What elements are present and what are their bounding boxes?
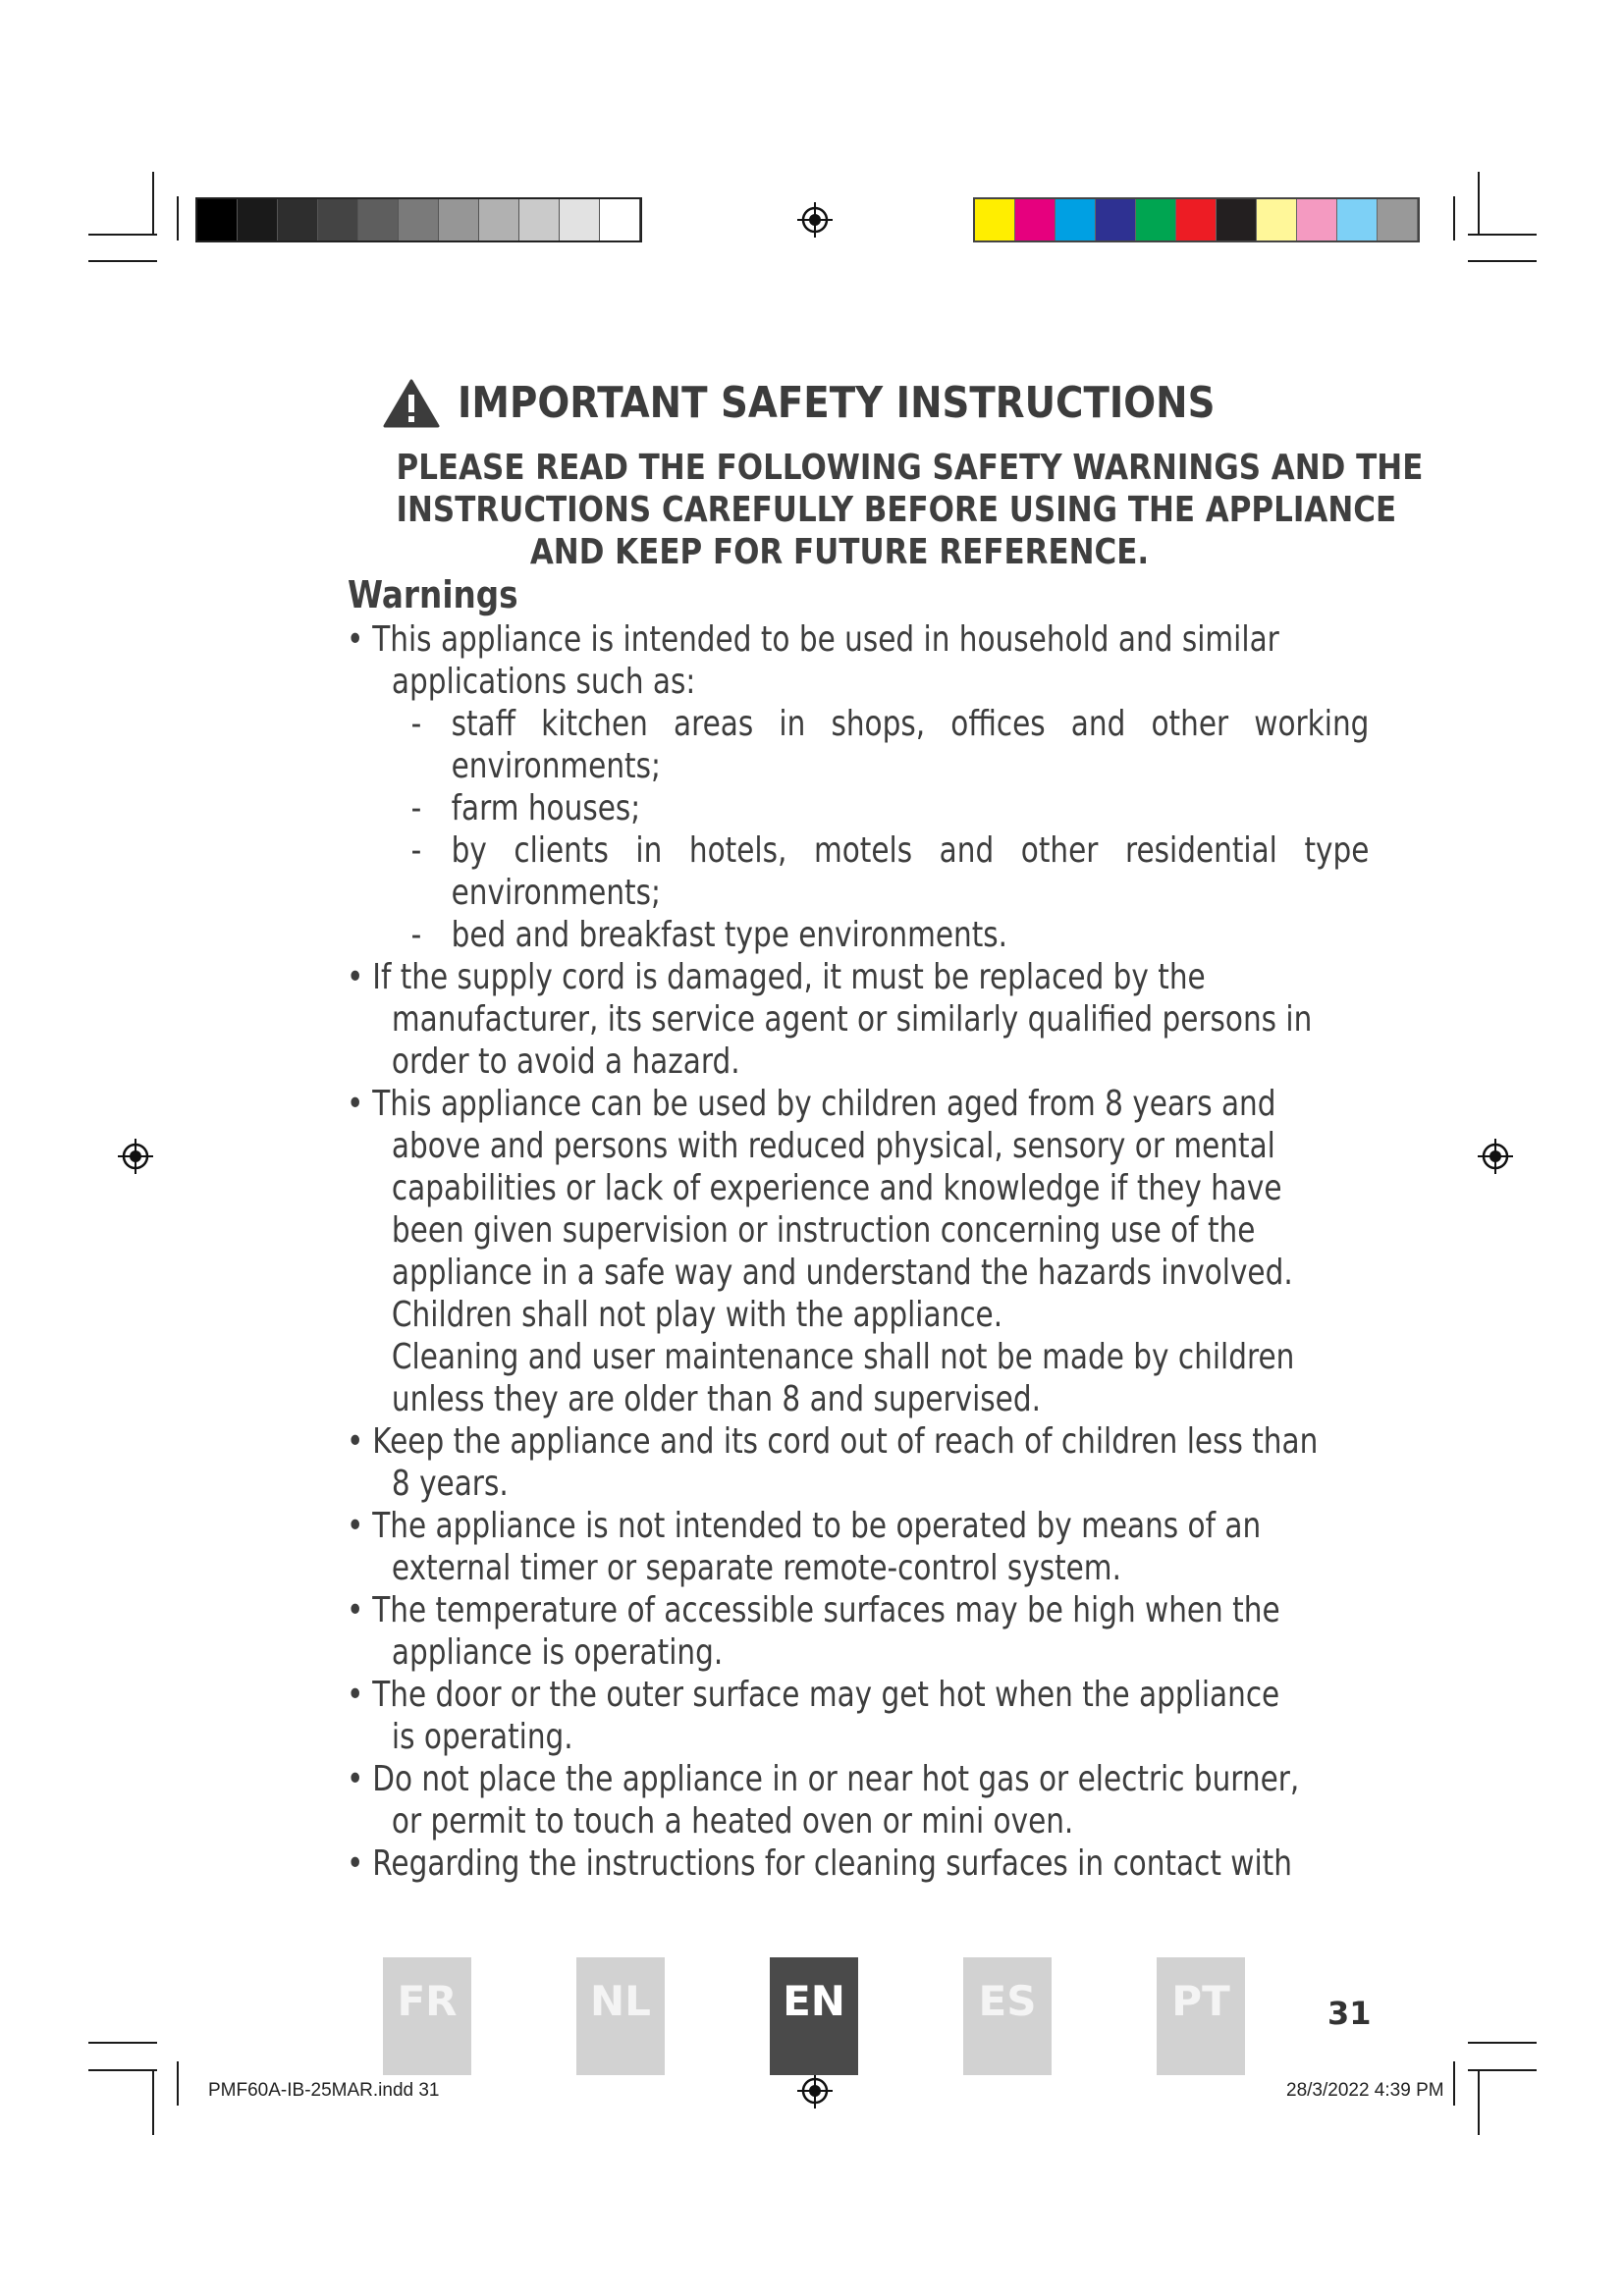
safety-subheading [324, 447, 1424, 573]
sub-list-item: - bed and breakfast type environments. [347, 914, 1184, 956]
registration-mark-icon [797, 2073, 833, 2109]
crop-mark [152, 172, 154, 236]
list-item-continuation: above and persons with reduced physical, sensory or mental [391, 1126, 1275, 1166]
language-tabs [383, 1957, 1350, 2075]
crop-mark [1478, 2071, 1480, 2135]
color-swatch [1257, 199, 1297, 240]
grayscale-swatch [278, 199, 318, 240]
warnings-list [347, 618, 1368, 1885]
crop-mark [1468, 260, 1537, 262]
grayscale-swatch [600, 199, 640, 240]
page-title [383, 378, 1319, 428]
footer-timestamp: 28/3/2022 4:39 PM [1286, 2080, 1444, 2101]
color-swatch [1297, 199, 1337, 240]
registration-mark-icon [797, 202, 833, 238]
list-item-continuation: 8 years. [391, 1464, 509, 1504]
color-swatch [975, 199, 1015, 240]
list-item: • Do not place the appliance in or near hot gas or electric burner, [347, 1758, 1184, 1800]
sub-list-item: - by clients in hotels, motels and other residential type [347, 829, 1369, 872]
subheading-line: INSTRUCTIONS CAREFULLY BEFORE USING THE APPLIANCE [396, 490, 1397, 530]
registration-mark-icon [118, 1139, 153, 1174]
color-swatch [1056, 199, 1096, 240]
list-item-continuation: Cleaning and user maintenance shall not be made by children [391, 1337, 1295, 1377]
list-item-continuation: applications such as: [391, 662, 696, 702]
crop-mark [177, 2061, 179, 2106]
grayscale-swatch [560, 199, 600, 240]
list-item: • The appliance is not intended to be operated by means of an [347, 1505, 1184, 1547]
grayscale-calibration-bar [195, 197, 642, 242]
page-number: 31 [1327, 1995, 1372, 2032]
color-calibration-bar [973, 197, 1420, 242]
list-item-continuation: is operating. [391, 1717, 573, 1757]
list-item: • The temperature of accessible surfaces may be high when the [347, 1589, 1184, 1631]
grayscale-swatch [358, 199, 399, 240]
list-item: • This appliance can be used by children aged from 8 years and [347, 1083, 1184, 1125]
list-item-continuation: external timer or separate remote-control system. [391, 1548, 1121, 1588]
list-item-continuation: been given supervision or instruction concerning use of the [391, 1210, 1256, 1251]
grayscale-swatch [197, 199, 238, 240]
grayscale-swatch [439, 199, 479, 240]
warning-triangle-icon [383, 379, 440, 428]
color-swatch [1378, 199, 1418, 240]
crop-mark [88, 260, 157, 262]
color-swatch [1217, 199, 1257, 240]
sub-list-item: - staff kitchen areas in shops, offices and other working [347, 703, 1369, 745]
list-item-continuation: Children shall not play with the appliance. [391, 1295, 1003, 1335]
crop-mark [1468, 2042, 1537, 2044]
crop-mark [1453, 2061, 1455, 2106]
warnings-heading: Warnings [348, 573, 518, 616]
grayscale-swatch [238, 199, 278, 240]
crop-mark [88, 2069, 157, 2071]
color-swatch [1015, 199, 1056, 240]
list-item: • The door or the outer surface may get hot when the appliance [347, 1674, 1184, 1716]
sub-list-item-continuation: environments; [451, 873, 661, 913]
grayscale-swatch [479, 199, 519, 240]
list-item-continuation: appliance in a safe way and understand the hazards involved. [391, 1253, 1293, 1293]
subheading-line: PLEASE READ THE FOLLOWING SAFETY WARNINGS AND THE [396, 448, 1424, 488]
subheading-line: AND KEEP FOR FUTURE REFERENCE. [529, 532, 1150, 572]
color-swatch [1337, 199, 1378, 240]
crop-mark [1453, 196, 1455, 240]
list-item: • If the supply cord is damaged, it must be replaced by the [347, 956, 1184, 998]
list-item: • Regarding the instructions for cleaning surfaces in contact with [347, 1842, 1184, 1885]
crop-mark [152, 2071, 154, 2135]
crop-mark [1478, 172, 1480, 236]
color-swatch [1176, 199, 1217, 240]
color-swatch [1136, 199, 1176, 240]
color-swatch [1096, 199, 1136, 240]
list-item-continuation: or permit to touch a heated oven or mini oven. [391, 1801, 1074, 1842]
list-item-continuation: manufacturer, its service agent or similarly qualified persons in [391, 999, 1313, 1040]
title-text: IMPORTANT SAFETY INSTRUCTIONS [458, 378, 1216, 428]
language-tab-pt[interactable]: PT [1157, 1957, 1245, 2075]
language-tab-fr[interactable]: FR [383, 1957, 471, 2075]
grayscale-swatch [399, 199, 439, 240]
list-item: • Keep the appliance and its cord out of reach of children less than [347, 1420, 1184, 1463]
grayscale-swatch [519, 199, 560, 240]
language-tab-es[interactable]: ES [963, 1957, 1052, 2075]
crop-mark [177, 196, 179, 240]
list-item-continuation: unless they are older than 8 and supervised. [391, 1379, 1041, 1419]
registration-mark-icon [1478, 1139, 1513, 1174]
list-item-continuation: order to avoid a hazard. [391, 1041, 740, 1082]
language-tab-en[interactable]: EN [770, 1957, 858, 2075]
list-item-continuation: appliance is operating. [391, 1632, 724, 1673]
list-item: • This appliance is intended to be used in household and similar [347, 618, 1184, 661]
sub-list-item-continuation: environments; [451, 746, 661, 786]
footer-file-info: PMF60A-IB-25MAR.indd 31 [208, 2080, 440, 2101]
language-tab-nl[interactable]: NL [576, 1957, 665, 2075]
crop-mark [88, 2042, 157, 2044]
crop-mark [88, 234, 157, 236]
grayscale-swatch [318, 199, 358, 240]
list-item-continuation: capabilities or lack of experience and knowledge if they have [391, 1168, 1282, 1208]
sub-list-item: - farm houses; [347, 787, 1184, 829]
